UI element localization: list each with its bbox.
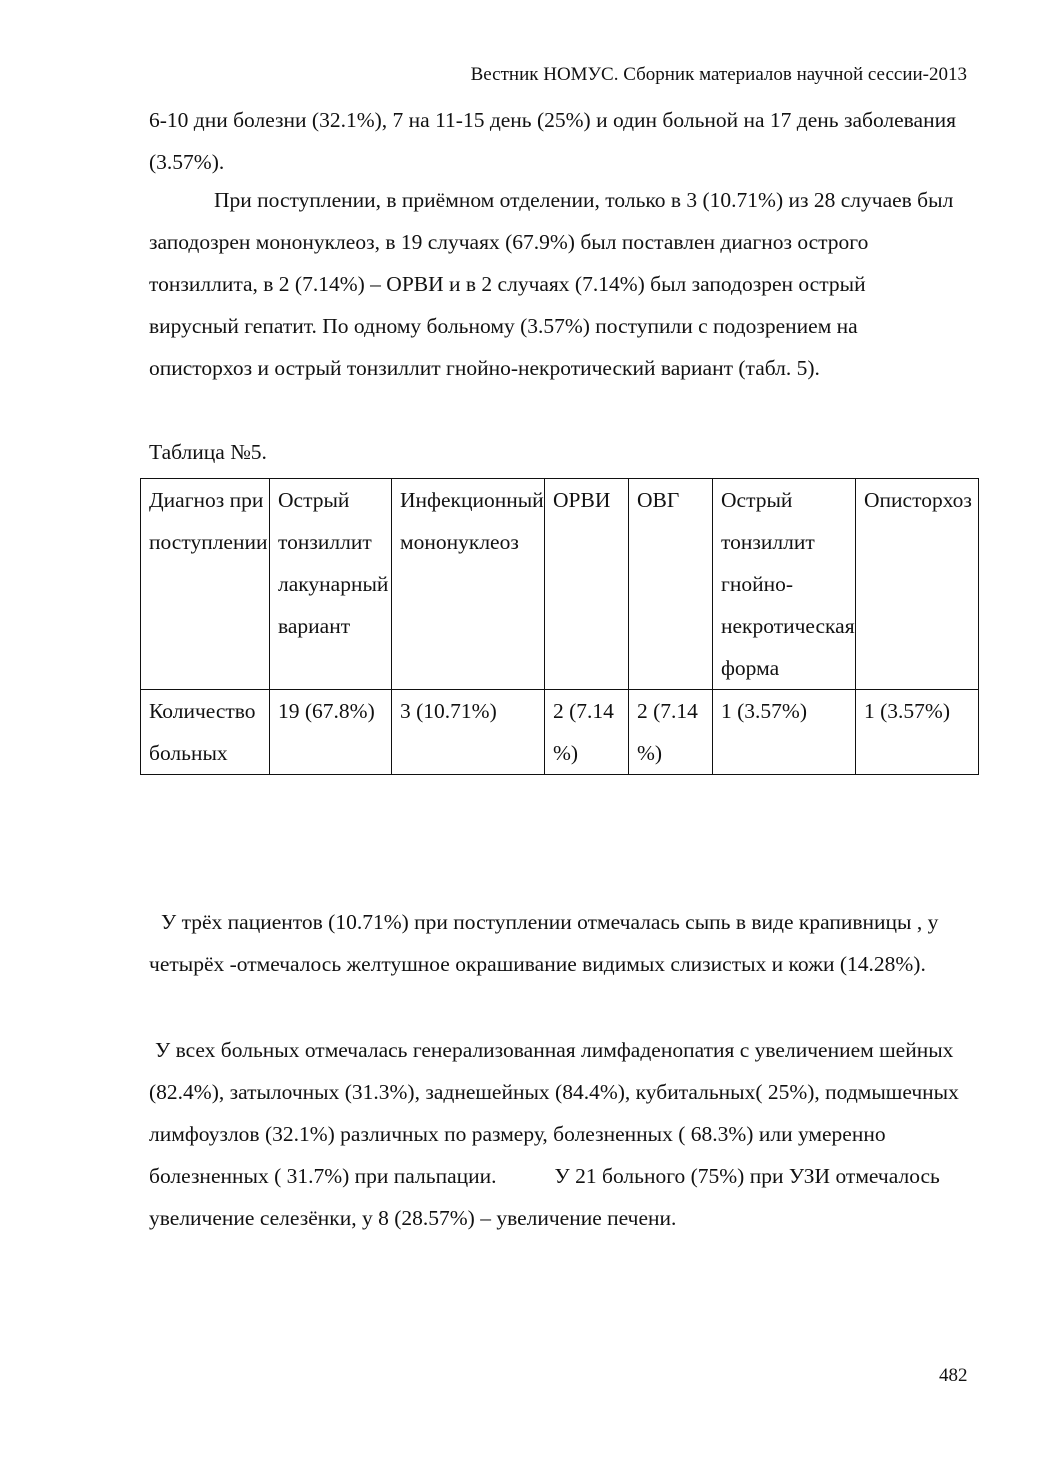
table-caption: Таблица №5. [149, 440, 267, 464]
table-header-cell: Диагноз при поступлении [141, 479, 270, 690]
table-cell: 2 (7.14 %) [545, 690, 629, 775]
table-header-cell: Инфекционный мононуклеоз [392, 479, 545, 690]
table-cell: Количество больных [141, 690, 270, 775]
paragraph-3: У трёх пациентов (10.71%) при поступлении отмечалась сыпь в виде крапивницы , у четырёх -отмечалось желтушное окрашивание видимых слизистых и кожи (14.28%). [149, 910, 939, 976]
table-cell: 1 (3.57%) [713, 690, 856, 775]
paragraph-2: При поступлении, в приёмном отделении, только в 3 (10.71%) из 28 случаев был заподозрен мононуклеоз, в 19 случаях (67.9%) был поставлен диагноз острого тонзиллита, в 2 (7.14%) – ОРВИ и в 2 случаях (7.14%) был заподозрен острый вирусный гепатит. По одному больному (3.57%) поступили с подозрением на описторхоз и острый тонзиллит гнойно-некротический вариант (табл. 5). [149, 188, 954, 380]
table-cell: 19 (67.8%) [270, 690, 392, 775]
table-header-cell: ОРВИ [545, 479, 629, 690]
table-header-cell: ОВГ [629, 479, 713, 690]
table-cell: 1 (3.57%) [856, 690, 979, 775]
journal-header: Вестник НОМУС. Сборник материалов научной сессии-2013 [470, 64, 967, 85]
diagnosis-table [140, 478, 979, 775]
paragraph-4-part-b: У 21 больного (75%) при УЗИ отмечалось увеличение селезёнки, у 8 (28.57%) – увеличение печени. [149, 1164, 940, 1230]
table-cell: 2 (7.14 %) [629, 690, 713, 775]
paragraph-4-part-a: У всех больных отмечалась генерализованная лимфаденопатия с увеличением шейных (82.4%), затылочных (31.3%), заднешейных (84.4%), кубитальных( 25%), подмышечных лимфоузлов (32.1%) различных по размеру, болезненных ( 68.3%) или умеренно болезненных ( 31.7%) при пальпации. [149, 1038, 959, 1188]
table-header-cell: Острый тонзиллит гнойно-некротическая форма [713, 479, 856, 690]
table-row [141, 690, 979, 775]
table-header-row [141, 479, 979, 690]
page-number: 482 [939, 1365, 968, 1386]
table-header-cell: Острый тонзиллит лакунарный вариант [270, 479, 392, 690]
paragraph-1: 6-10 дни болезни (32.1%), 7 на 11-15 день (25%) и один больной на 17 день заболевания (3.57%). [149, 108, 956, 174]
paragraph-4 [149, 1029, 959, 1239]
table-header-cell: Описторхоз [856, 479, 979, 690]
table-cell: 3 (10.71%) [392, 690, 545, 775]
